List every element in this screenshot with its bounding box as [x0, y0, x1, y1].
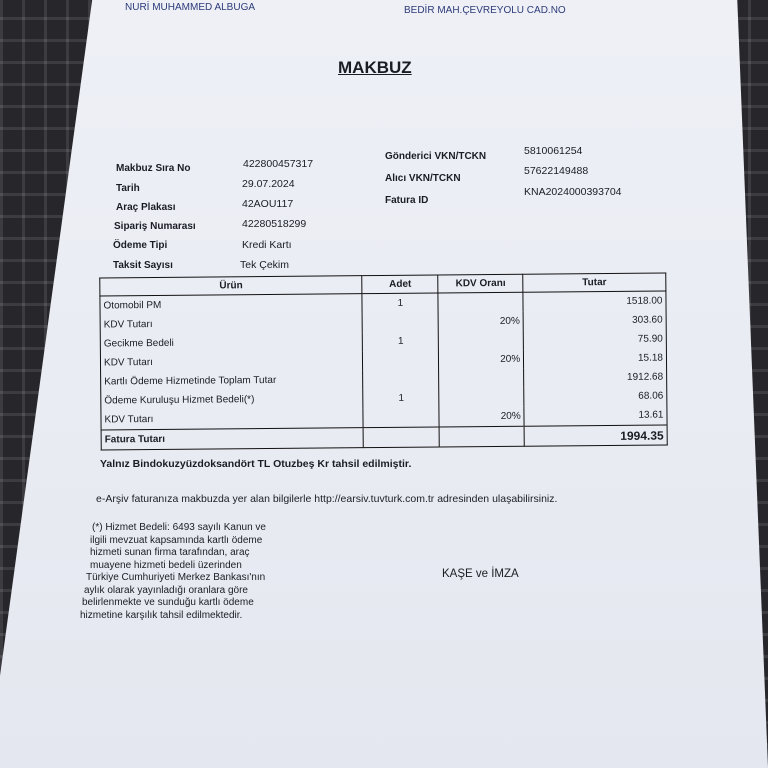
- row-amount: 75.90: [523, 330, 666, 350]
- row-qty: [363, 351, 439, 371]
- row-vat: [439, 369, 524, 389]
- payment-type-value: Kredi Kartı: [242, 239, 292, 251]
- row-product: KDV Tutarı: [100, 351, 363, 372]
- footnote-line: hizmetine karşılık tahsil edilmektedir.: [80, 609, 243, 621]
- row-vat: [439, 331, 524, 351]
- total-vat-empty: [439, 426, 524, 447]
- stamp-signature-label: KAŞE ve İMZA: [442, 568, 519, 580]
- total-qty-empty: [364, 427, 440, 448]
- row-product: KDV Tutarı: [100, 313, 363, 334]
- row-qty: 1: [362, 293, 438, 313]
- earsiv-note: e-Arşiv faturanıza makbuzda yer alan bilgilerle http://earsiv.tuvturk.com.tr adresinden ulaşabilirsiniz.: [96, 493, 558, 505]
- total-label: Fatura Tutarı: [101, 428, 364, 450]
- invoice-id-label: Fatura ID: [385, 195, 429, 206]
- plate-label: Araç Plakası: [116, 202, 176, 213]
- row-vat: 20%: [439, 407, 524, 427]
- plate-value: 42AOU117: [242, 198, 294, 210]
- items-table: [99, 273, 667, 451]
- row-amount: 1912.68: [524, 368, 667, 388]
- total-row: [101, 425, 667, 450]
- col-header-qty: Adet: [362, 275, 438, 294]
- installment-value: Tek Çekim: [240, 259, 290, 271]
- row-vat: [438, 292, 523, 312]
- document-title: MAKBUZ: [338, 58, 412, 77]
- order-no-value: 42280518299: [242, 218, 307, 230]
- company-address: BEDİR MAH.ÇEVREYOLU CAD.NO: [404, 5, 566, 16]
- col-header-amount: Tutar: [523, 273, 666, 292]
- row-qty: [363, 370, 439, 390]
- row-product: Ödeme Kuruluşu Hizmet Bedeli(*): [101, 389, 364, 410]
- row-qty: 1: [363, 389, 439, 409]
- date-value: 29.07.2024: [242, 178, 295, 190]
- footnote-line: (*) Hizmet Bedeli: 6493 sayılı Kanun ve: [92, 522, 266, 533]
- receipt-no-value: 422800457317: [243, 158, 314, 170]
- footnote-line: Türkiye Cumhuriyeti Merkez Bankası'nın: [86, 572, 266, 583]
- sender-vkn-label: Gönderici VKN/TCKN: [385, 151, 487, 162]
- row-amount: 1518.00: [523, 291, 666, 312]
- sender-vkn-value: 5810061254: [524, 145, 583, 157]
- row-product: KDV Tutarı: [101, 408, 364, 430]
- row-vat: 20%: [438, 312, 523, 332]
- company-name: NURİ MUHAMMED ALBUGA: [125, 2, 256, 13]
- service-fee-footnote: [80, 522, 266, 622]
- invoice-id-value: KNA2024000393704: [524, 186, 622, 198]
- total-value: 1994.35: [524, 425, 667, 446]
- footnote-line: muayene hizmeti bedeli üzerinden: [90, 559, 242, 571]
- installment-label: Taksit Sayısı: [113, 260, 173, 271]
- payment-type-label: Ödeme Tipi: [113, 240, 168, 251]
- receipt-no-label: Makbuz Sıra No: [116, 163, 191, 174]
- footnote-line: hizmeti sunan firma tarafından, araç: [90, 547, 250, 558]
- receiver-vkn-value: 57622149488: [524, 165, 589, 177]
- receiver-vkn-label: Alıcı VKN/TCKN: [385, 173, 461, 184]
- row-vat: [439, 388, 524, 408]
- row-vat: 20%: [439, 350, 524, 370]
- row-qty: [363, 313, 439, 333]
- row-amount: 13.61: [524, 406, 667, 427]
- row-product: Otomobil PM: [100, 294, 363, 316]
- footnote-line: belirlenmekte ve sunduğu kartlı ödeme: [82, 597, 254, 608]
- footnote-line: aylık olarak yayınladığı oranlara göre: [84, 584, 248, 596]
- order-no-label: Sipariş Numarası: [114, 221, 196, 232]
- row-qty: [363, 408, 439, 428]
- row-qty: 1: [363, 332, 439, 352]
- col-header-vat: KDV Oranı: [438, 274, 523, 293]
- col-header-product: Ürün: [100, 276, 363, 296]
- row-product: Kartlı Ödeme Hizmetinde Toplam Tutar: [101, 370, 364, 391]
- row-amount: 15.18: [524, 349, 667, 369]
- row-product: Gecikme Bedeli: [100, 332, 363, 353]
- row-amount: 303.60: [523, 311, 666, 331]
- row-amount: 68.06: [524, 387, 667, 407]
- date-label: Tarih: [116, 183, 140, 194]
- amount-in-words: Yalnız Bindokuzyüzdoksandört TL Otuzbeş Kr tahsil edilmiştir.: [100, 458, 412, 470]
- footnote-line: ilgili mevzuat kapsamında kartlı ödeme: [90, 534, 263, 546]
